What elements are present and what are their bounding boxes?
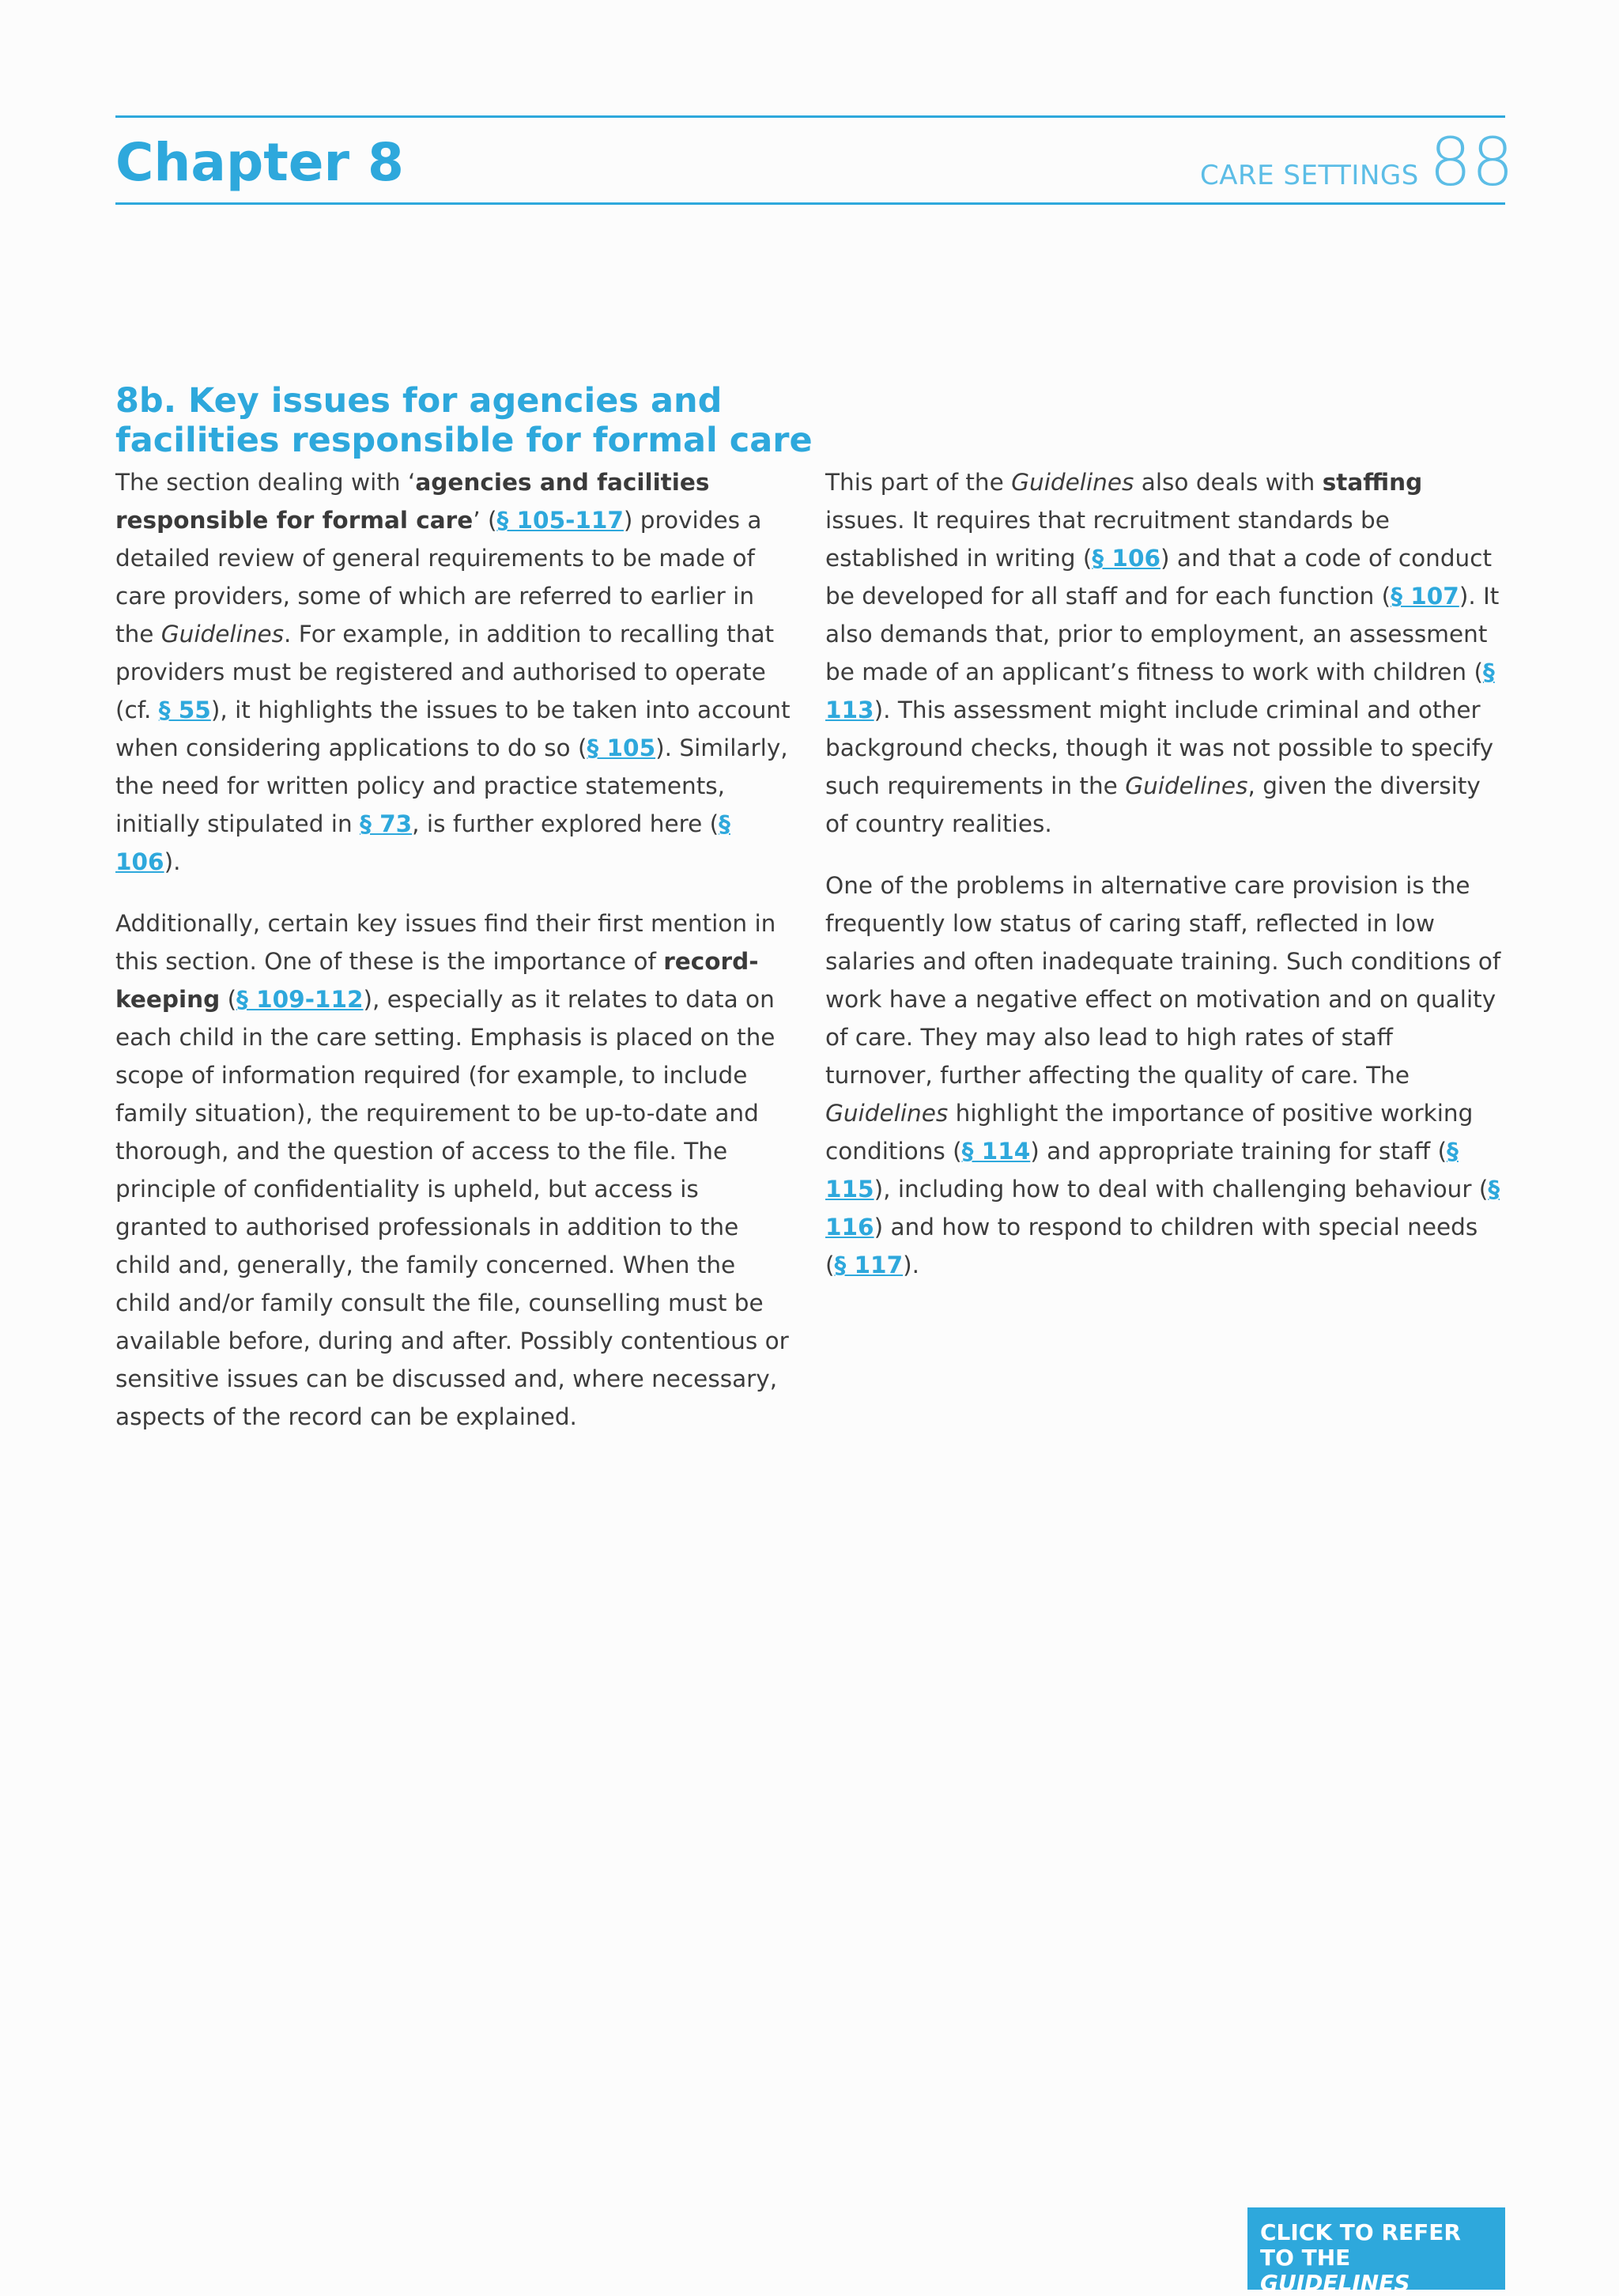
text: , is further explored here ( xyxy=(412,810,719,837)
text: This part of the xyxy=(825,469,1012,496)
text: highlight the importance of positive working conditions ( xyxy=(825,1100,1474,1165)
italic-text: Guidelines xyxy=(825,1100,949,1127)
reference-link[interactable]: § 105 xyxy=(587,734,656,761)
text: issues. It requires that recruitment standards be established in writing ( xyxy=(825,507,1390,572)
bold-text: staffing xyxy=(1322,469,1423,496)
reference-link[interactable]: § 55 xyxy=(158,697,211,723)
reference-link[interactable]: § 107 xyxy=(1391,583,1459,610)
reference-link[interactable]: § 113 xyxy=(825,659,1495,723)
text: ). It also demands that, prior to employment, an assessment be made of an applicant’s fitness to work with children ( xyxy=(825,583,1500,685)
reference-link[interactable]: § 105-117 xyxy=(496,507,624,534)
cta-line-1: CLICK TO REFER xyxy=(1260,2219,1461,2245)
paragraph xyxy=(825,463,1505,843)
italic-text: Guidelines xyxy=(1011,469,1134,496)
text: ) and that a code of conduct be developed for all staff and for each function ( xyxy=(825,545,1493,610)
cta-line-2-emphasis: GUIDELINES xyxy=(1260,2270,1410,2296)
italic-text: Guidelines xyxy=(1125,772,1248,799)
text: Additionally, certain key issues find their first mention in this section. One of these is the importance of xyxy=(115,910,776,975)
cta-line-2 xyxy=(1260,2245,1493,2296)
reference-link[interactable]: § 117 xyxy=(834,1252,904,1278)
text: , given the diversity of country realities. xyxy=(825,772,1481,837)
text: ) provides a detailed review of general requirements to be made of care providers, some of which are referred to earlier in the xyxy=(115,507,762,648)
bold-text: agencies and facilities responsible for formal care xyxy=(115,469,710,534)
reference-link[interactable]: § 116 xyxy=(825,1176,1500,1241)
reference-link[interactable]: § 73 xyxy=(360,810,413,837)
text: ). This assessment might include criminal and other background checks, though it was not possible to specify such requirements in the xyxy=(825,697,1494,799)
text: The section dealing with ‘ xyxy=(115,469,416,496)
text: ). xyxy=(903,1252,920,1278)
text: also deals with xyxy=(1134,469,1323,496)
reference-link[interactable]: § 109-112 xyxy=(236,986,364,1013)
left-column xyxy=(115,463,795,1460)
text: ), especially as it relates to data on each child in the care setting. Emphasis is placed on the scope of information required (for example, to include family situation), the requirement to be up-to-date and thorough, and the question of access to the file. The principle of confidentiality is upheld, but access is granted to authorised professionals in addition to the child and, generally, the family concerned. When the child and/or family consult the file, counselling must be available before, during and after. Possibly contentious or sensitive issues can be discussed and, where necessary, aspects of the record can be explained. xyxy=(115,986,789,1430)
text: ), it highlights the issues to be taken into account when considering applications to do so ( xyxy=(115,697,791,761)
reference-link[interactable]: § 115 xyxy=(825,1138,1459,1203)
page-number: 88 xyxy=(1429,123,1514,201)
reference-link[interactable]: § 106 xyxy=(115,810,730,875)
header-top-rule xyxy=(115,115,1505,118)
text: ( xyxy=(220,986,237,1013)
bold-text: record-keeping xyxy=(115,948,759,1013)
text: ) and how to respond to children with special needs ( xyxy=(825,1214,1478,1278)
right-column xyxy=(825,463,1505,1308)
paragraph xyxy=(825,867,1505,1284)
paragraph xyxy=(115,904,795,1436)
paragraph xyxy=(115,463,795,881)
reference-link[interactable]: § 106 xyxy=(1092,545,1161,572)
text: ’ ( xyxy=(473,507,497,534)
section-label: CARE SETTINGS xyxy=(1200,160,1419,191)
italic-text: Guidelines xyxy=(160,621,285,648)
text: One of the problems in alternative care provision is the frequently low status of caring staff, reflected in low salaries and often inadequate training. Such conditions of work have a negative effect on motivation and on quality of care. They may also lead to high rates of staff turnover, further affecting the quality of care. The xyxy=(825,872,1501,1089)
reference-link[interactable]: § 114 xyxy=(961,1138,1031,1165)
refer-to-guidelines-button[interactable] xyxy=(1247,2207,1505,2296)
text: ), including how to deal with challenging behaviour ( xyxy=(874,1176,1489,1203)
header-bottom-rule xyxy=(115,202,1505,205)
text: ). Similarly, the need for written policy and practice statements, initially stipulated in xyxy=(115,734,788,837)
text: . For example, in addition to recalling that providers must be registered and authorised to operate (cf. xyxy=(115,621,775,723)
cta-line-2-prefix: TO THE xyxy=(1260,2245,1351,2271)
text: ). xyxy=(164,848,181,875)
text: ) and appropriate training for staff ( xyxy=(1030,1138,1447,1165)
section-heading: 8b. Key issues for agencies and facilities responsible for formal care xyxy=(115,381,813,460)
chapter-title: Chapter 8 xyxy=(115,132,404,193)
